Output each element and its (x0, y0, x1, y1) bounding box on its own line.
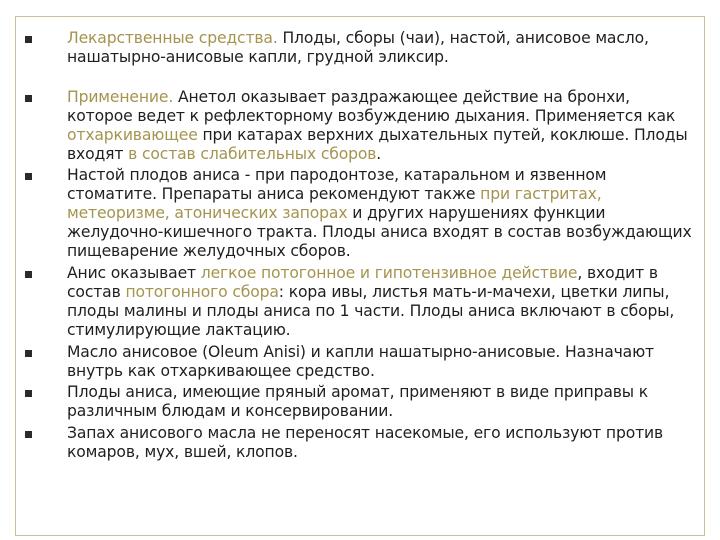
list-item (40, 88, 695, 164)
item-text: Анетол оказывает раздражающее действие на бронхи, которое ведет к рефлекторному возбуждению дыхания. Применяется как (67, 87, 676, 125)
highlight-text: в состав слабительных сборов (128, 144, 377, 163)
square-bullet-icon (25, 271, 32, 278)
square-bullet-icon (25, 431, 32, 438)
item-text: Масло анисовое (Oleum Anisi) и капли нашатырно-анисовые. Назначают внутрь как отхаркивающее средство. (67, 342, 654, 380)
square-bullet-icon (25, 36, 32, 43)
list-item (40, 264, 695, 340)
list-item (40, 383, 695, 421)
item-text: Запах анисового масла не переносят насекомые, его используют против комаров, мух, вшей, клопов. (67, 424, 664, 462)
highlight-text: потогонного сбора (125, 282, 279, 301)
square-bullet-icon (25, 350, 32, 357)
item-text: Анис оказывает (67, 263, 201, 282)
item-text: при катарах верхних дыхательных путей, коклюше. Плоды входят (67, 125, 688, 163)
item-text: Плоды, сборы (чаи), настой, анисовое масло, нашатырно-анисовые капли, грудной эликсир. (67, 29, 649, 66)
item-lead: Применение. (67, 87, 174, 106)
square-bullet-icon (25, 173, 32, 180)
item-text: , входит в состав (67, 263, 658, 301)
highlight-text: легкое потогонное и гипотензивное действие (200, 263, 578, 282)
item-text: : кора ивы, листья мать-и-мачехи, цветки липы, плоды малины и плоды аниса по 1 части. Плоды аниса включают в сборы, стимулирующие лактацию. (67, 282, 675, 339)
list-item (40, 166, 695, 261)
item-text: Настой плодов аниса - при пародонтозе, катаральном и язвенном стоматите. Препараты аниса рекомендуют также (67, 166, 607, 204)
list-item (40, 343, 695, 381)
item-lead: Лекарственные средства. (67, 29, 278, 47)
item-text: Плоды аниса, имеющие пряный аромат, применяют в виде приправы к различным блюдам и консервировании. (67, 383, 649, 421)
square-bullet-icon (25, 95, 32, 102)
item-text: и других нарушениях функции желудочно-кишечного тракта. Плоды аниса входят в состав возбуждающих пищеварение желудочных сборов. (67, 204, 692, 261)
list-item (40, 424, 695, 462)
item-text: . (376, 144, 382, 163)
bullet-list (40, 29, 695, 462)
square-bullet-icon (25, 390, 32, 397)
list-item (40, 29, 695, 67)
highlight-text: отхаркивающее (67, 125, 198, 144)
highlight-text: при гастритах, метеоризме, атонических запорах (67, 185, 602, 223)
